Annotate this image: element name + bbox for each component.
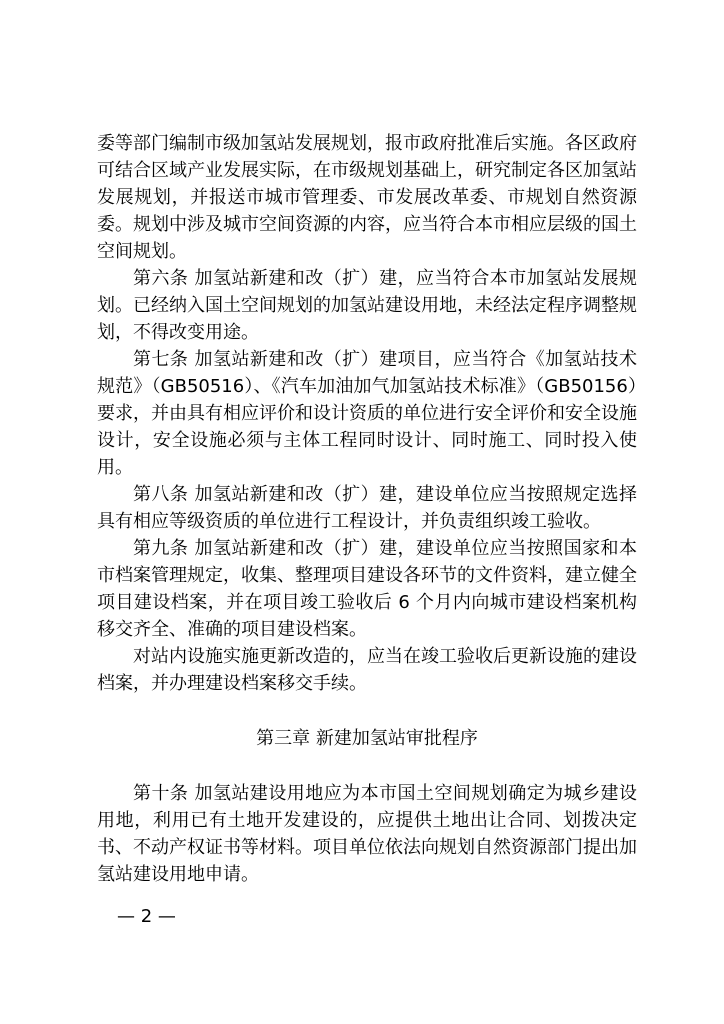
article-9-paragraph: 第九条 加氢站新建和改（扩）建，建设单位应当按照国家和本市档案管理规定，收集、整理项目建设各环节的文件资料，建立健全项目建设档案，并在项目竣工验收后 6 个月内向城市建设档案机构移交齐全、准确的项目建设档案。 <box>97 538 637 640</box>
article-10-paragraph: 第十条 加氢站建设用地应为本市国土空间规划确定为城乡建设用地，利用已有土地开发建设的，应提供土地出让合同、划拨决定书、不动产权证书等材料。项目单位依法向规划自然资源部门提出加氢站建设用地申请。 <box>97 783 637 885</box>
page-number: — 2 — <box>117 906 176 927</box>
renovation-archive-paragraph: 对站内设施实施更新改造的，应当在竣工验收后更新设施的建设档案，并办理建设档案移交手续。 <box>97 646 637 694</box>
document-body <box>97 130 637 888</box>
article-8-paragraph: 第八条 加氢站新建和改（扩）建，建设单位应当按照规定选择具有相应等级资质的单位进行工程设计，并负责组织竣工验收。 <box>97 484 637 532</box>
article-6-paragraph: 第六条 加氢站新建和改（扩）建，应当符合本市加氢站发展规划。已经纳入国土空间规划的加氢站建设用地，未经法定程序调整规划，不得改变用途。 <box>97 268 637 343</box>
chapter-title: 第三章 新建加氢站审批程序 <box>256 728 478 749</box>
paragraph-continuation: 委等部门编制市级加氢站发展规划，报市政府批准后实施。各区政府可结合区域产业发展实际，在市级规划基础上，研究制定各区加氢站发展规划，并报送市城市管理委、市发展改革委、市规划自然资源委。规划中涉及城市空间资源的内容，应当符合本市相应层级的国土空间规划。 <box>97 133 637 262</box>
article-7-paragraph: 第七条 加氢站新建和改（扩）建项目，应当符合《加氢站技术规范》（GB50516）、《汽车加油加气加氢站技术标准》（GB50156）要求，并由具有相应评价和设计资质的单位进行安全评价和安全设施设计，安全设施必须与主体工程同时设计、同时施工、同时投入使用。 <box>97 349 637 478</box>
